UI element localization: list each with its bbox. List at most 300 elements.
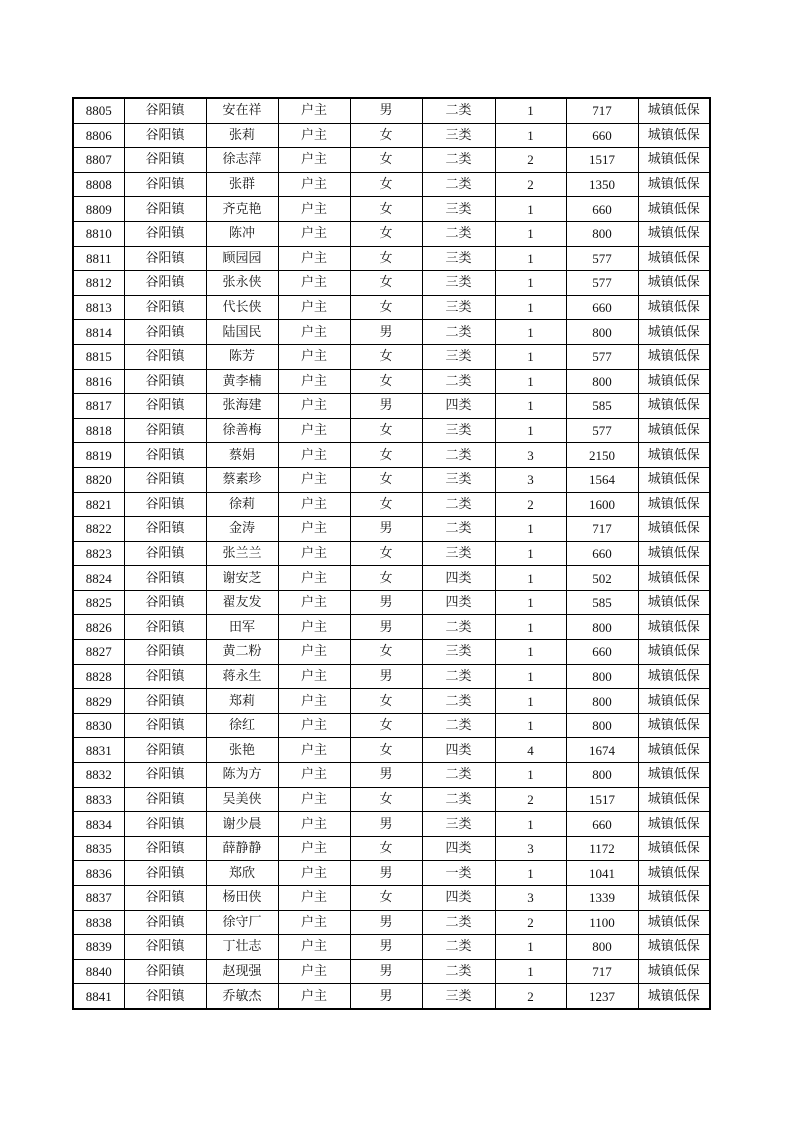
gender-cell: 男 — [350, 394, 422, 419]
amount-cell: 800 — [566, 664, 638, 689]
gender-cell: 女 — [350, 271, 422, 296]
aid-type-cell: 城镇低保 — [638, 344, 710, 369]
aid-type-cell: 城镇低保 — [638, 689, 710, 714]
gender-cell: 女 — [350, 467, 422, 492]
household-size-cell: 1 — [495, 271, 566, 296]
table-row — [73, 566, 710, 591]
name-cell: 黄李楠 — [206, 369, 278, 394]
gender-cell: 男 — [350, 615, 422, 640]
category-cell: 三类 — [422, 640, 495, 665]
amount-cell: 660 — [566, 123, 638, 148]
record-number-cell: 8825 — [73, 590, 124, 615]
category-cell: 四类 — [422, 886, 495, 911]
gender-cell: 男 — [350, 861, 422, 886]
relation-cell: 户主 — [278, 443, 350, 468]
name-cell: 张艳 — [206, 738, 278, 763]
aid-type-cell: 城镇低保 — [638, 541, 710, 566]
table-row — [73, 935, 710, 960]
household-size-cell: 1 — [495, 123, 566, 148]
household-size-cell: 1 — [495, 664, 566, 689]
relation-cell: 户主 — [278, 763, 350, 788]
name-cell: 郑欣 — [206, 861, 278, 886]
record-number-cell: 8821 — [73, 492, 124, 517]
amount-cell: 800 — [566, 320, 638, 345]
amount-cell: 800 — [566, 713, 638, 738]
category-cell: 一类 — [422, 861, 495, 886]
category-cell: 二类 — [422, 787, 495, 812]
category-cell: 四类 — [422, 836, 495, 861]
amount-cell: 1350 — [566, 172, 638, 197]
record-number-cell: 8816 — [73, 369, 124, 394]
relation-cell: 户主 — [278, 246, 350, 271]
name-cell: 徐善梅 — [206, 418, 278, 443]
amount-cell: 577 — [566, 344, 638, 369]
aid-type-cell: 城镇低保 — [638, 910, 710, 935]
gender-cell: 女 — [350, 123, 422, 148]
amount-cell: 1564 — [566, 467, 638, 492]
relation-cell: 户主 — [278, 640, 350, 665]
name-cell: 谢少晨 — [206, 812, 278, 837]
household-size-cell: 1 — [495, 541, 566, 566]
name-cell: 陆国民 — [206, 320, 278, 345]
town-cell: 谷阳镇 — [124, 443, 206, 468]
relation-cell: 户主 — [278, 836, 350, 861]
record-number-cell: 8839 — [73, 935, 124, 960]
household-size-cell: 1 — [495, 566, 566, 591]
relation-cell: 户主 — [278, 369, 350, 394]
name-cell: 徐守厂 — [206, 910, 278, 935]
category-cell: 二类 — [422, 664, 495, 689]
name-cell: 翟友发 — [206, 590, 278, 615]
town-cell: 谷阳镇 — [124, 369, 206, 394]
record-number-cell: 8819 — [73, 443, 124, 468]
table-row — [73, 517, 710, 542]
name-cell: 代长侠 — [206, 295, 278, 320]
gender-cell: 女 — [350, 443, 422, 468]
household-size-cell: 1 — [495, 394, 566, 419]
amount-cell: 577 — [566, 271, 638, 296]
gender-cell: 男 — [350, 959, 422, 984]
aid-type-cell: 城镇低保 — [638, 148, 710, 173]
town-cell: 谷阳镇 — [124, 615, 206, 640]
relation-cell: 户主 — [278, 664, 350, 689]
gender-cell: 男 — [350, 984, 422, 1009]
gender-cell: 女 — [350, 148, 422, 173]
category-cell: 二类 — [422, 935, 495, 960]
household-size-cell: 1 — [495, 320, 566, 345]
table-row — [73, 295, 710, 320]
table-row — [73, 910, 710, 935]
record-number-cell: 8811 — [73, 246, 124, 271]
table-row — [73, 861, 710, 886]
record-number-cell: 8823 — [73, 541, 124, 566]
aid-type-cell: 城镇低保 — [638, 590, 710, 615]
category-cell: 三类 — [422, 123, 495, 148]
household-size-cell: 1 — [495, 812, 566, 837]
aid-type-cell: 城镇低保 — [638, 640, 710, 665]
aid-type-cell: 城镇低保 — [638, 197, 710, 222]
relation-cell: 户主 — [278, 566, 350, 591]
gender-cell: 女 — [350, 344, 422, 369]
gender-cell: 女 — [350, 295, 422, 320]
town-cell: 谷阳镇 — [124, 344, 206, 369]
town-cell: 谷阳镇 — [124, 689, 206, 714]
household-size-cell: 1 — [495, 763, 566, 788]
gender-cell: 女 — [350, 369, 422, 394]
town-cell: 谷阳镇 — [124, 492, 206, 517]
town-cell: 谷阳镇 — [124, 541, 206, 566]
household-size-cell: 1 — [495, 517, 566, 542]
category-cell: 三类 — [422, 246, 495, 271]
town-cell: 谷阳镇 — [124, 738, 206, 763]
category-cell: 二类 — [422, 369, 495, 394]
relation-cell: 户主 — [278, 467, 350, 492]
relation-cell: 户主 — [278, 713, 350, 738]
gender-cell: 男 — [350, 935, 422, 960]
table-row — [73, 148, 710, 173]
record-number-cell: 8827 — [73, 640, 124, 665]
amount-cell: 800 — [566, 221, 638, 246]
aid-type-cell: 城镇低保 — [638, 787, 710, 812]
town-cell: 谷阳镇 — [124, 566, 206, 591]
amount-cell: 1237 — [566, 984, 638, 1009]
household-size-cell: 1 — [495, 246, 566, 271]
relation-cell: 户主 — [278, 172, 350, 197]
record-number-cell: 8833 — [73, 787, 124, 812]
gender-cell: 男 — [350, 320, 422, 345]
town-cell: 谷阳镇 — [124, 123, 206, 148]
record-number-cell: 8807 — [73, 148, 124, 173]
town-cell: 谷阳镇 — [124, 861, 206, 886]
record-number-cell: 8812 — [73, 271, 124, 296]
aid-type-cell: 城镇低保 — [638, 886, 710, 911]
name-cell: 徐志萍 — [206, 148, 278, 173]
aid-type-cell: 城镇低保 — [638, 959, 710, 984]
aid-type-cell: 城镇低保 — [638, 566, 710, 591]
household-size-cell: 2 — [495, 910, 566, 935]
relation-cell: 户主 — [278, 197, 350, 222]
record-number-cell: 8826 — [73, 615, 124, 640]
table-row — [73, 664, 710, 689]
household-size-cell: 1 — [495, 713, 566, 738]
gender-cell: 女 — [350, 640, 422, 665]
table-row — [73, 713, 710, 738]
aid-type-cell: 城镇低保 — [638, 246, 710, 271]
aid-type-cell: 城镇低保 — [638, 935, 710, 960]
category-cell: 三类 — [422, 197, 495, 222]
amount-cell: 1172 — [566, 836, 638, 861]
name-cell: 蒋永生 — [206, 664, 278, 689]
category-cell: 二类 — [422, 221, 495, 246]
gender-cell: 男 — [350, 812, 422, 837]
category-cell: 二类 — [422, 148, 495, 173]
aid-type-cell: 城镇低保 — [638, 123, 710, 148]
name-cell: 丁壮志 — [206, 935, 278, 960]
category-cell: 三类 — [422, 984, 495, 1009]
town-cell: 谷阳镇 — [124, 418, 206, 443]
amount-cell: 1674 — [566, 738, 638, 763]
town-cell: 谷阳镇 — [124, 271, 206, 296]
table-row — [73, 492, 710, 517]
amount-cell: 800 — [566, 935, 638, 960]
relation-cell: 户主 — [278, 123, 350, 148]
relation-cell: 户主 — [278, 910, 350, 935]
category-cell: 二类 — [422, 615, 495, 640]
record-number-cell: 8820 — [73, 467, 124, 492]
relation-cell: 户主 — [278, 615, 350, 640]
household-size-cell: 2 — [495, 984, 566, 1009]
category-cell: 四类 — [422, 590, 495, 615]
record-number-cell: 8824 — [73, 566, 124, 591]
household-size-cell: 2 — [495, 172, 566, 197]
amount-cell: 660 — [566, 541, 638, 566]
relation-cell: 户主 — [278, 812, 350, 837]
record-number-cell: 8813 — [73, 295, 124, 320]
name-cell: 乔敏杰 — [206, 984, 278, 1009]
gender-cell: 男 — [350, 98, 422, 123]
gender-cell: 男 — [350, 590, 422, 615]
gender-cell: 女 — [350, 492, 422, 517]
household-size-cell: 1 — [495, 861, 566, 886]
household-size-cell: 1 — [495, 344, 566, 369]
record-number-cell: 8836 — [73, 861, 124, 886]
record-number-cell: 8822 — [73, 517, 124, 542]
record-number-cell: 8814 — [73, 320, 124, 345]
category-cell: 二类 — [422, 443, 495, 468]
aid-type-cell: 城镇低保 — [638, 664, 710, 689]
name-cell: 徐莉 — [206, 492, 278, 517]
table-row — [73, 394, 710, 419]
record-number-cell: 8829 — [73, 689, 124, 714]
relation-cell: 户主 — [278, 959, 350, 984]
aid-type-cell: 城镇低保 — [638, 984, 710, 1009]
gender-cell: 女 — [350, 738, 422, 763]
relation-cell: 户主 — [278, 320, 350, 345]
category-cell: 二类 — [422, 689, 495, 714]
name-cell: 张永侠 — [206, 271, 278, 296]
record-number-cell: 8810 — [73, 221, 124, 246]
amount-cell: 660 — [566, 295, 638, 320]
category-cell: 二类 — [422, 910, 495, 935]
gender-cell: 女 — [350, 836, 422, 861]
table-row — [73, 984, 710, 1009]
name-cell: 张海建 — [206, 394, 278, 419]
town-cell: 谷阳镇 — [124, 812, 206, 837]
household-size-cell: 1 — [495, 689, 566, 714]
household-size-cell: 3 — [495, 836, 566, 861]
table-row — [73, 271, 710, 296]
relation-cell: 户主 — [278, 492, 350, 517]
name-cell: 张莉 — [206, 123, 278, 148]
table-row — [73, 590, 710, 615]
aid-type-cell: 城镇低保 — [638, 467, 710, 492]
name-cell: 蔡素珍 — [206, 467, 278, 492]
town-cell: 谷阳镇 — [124, 172, 206, 197]
town-cell: 谷阳镇 — [124, 910, 206, 935]
table-row — [73, 738, 710, 763]
category-cell: 四类 — [422, 738, 495, 763]
table-row — [73, 812, 710, 837]
name-cell: 徐红 — [206, 713, 278, 738]
relation-cell: 户主 — [278, 344, 350, 369]
table-row — [73, 418, 710, 443]
town-cell: 谷阳镇 — [124, 787, 206, 812]
relation-cell: 户主 — [278, 984, 350, 1009]
table-row — [73, 959, 710, 984]
table-row — [73, 344, 710, 369]
amount-cell: 585 — [566, 394, 638, 419]
amount-cell: 800 — [566, 763, 638, 788]
name-cell: 张兰兰 — [206, 541, 278, 566]
amount-cell: 1041 — [566, 861, 638, 886]
gender-cell: 女 — [350, 221, 422, 246]
name-cell: 薛静静 — [206, 836, 278, 861]
amount-cell: 800 — [566, 369, 638, 394]
table-row — [73, 172, 710, 197]
gender-cell: 女 — [350, 541, 422, 566]
name-cell: 谢安芝 — [206, 566, 278, 591]
record-number-cell: 8806 — [73, 123, 124, 148]
category-cell: 二类 — [422, 172, 495, 197]
table-row — [73, 197, 710, 222]
town-cell: 谷阳镇 — [124, 886, 206, 911]
gender-cell: 女 — [350, 787, 422, 812]
record-number-cell: 8840 — [73, 959, 124, 984]
name-cell: 安在祥 — [206, 98, 278, 123]
amount-cell: 800 — [566, 689, 638, 714]
table-row — [73, 369, 710, 394]
amount-cell: 1517 — [566, 787, 638, 812]
town-cell: 谷阳镇 — [124, 197, 206, 222]
gender-cell: 女 — [350, 246, 422, 271]
gender-cell: 男 — [350, 910, 422, 935]
gender-cell: 女 — [350, 566, 422, 591]
table-row — [73, 320, 710, 345]
table-row — [73, 221, 710, 246]
relation-cell: 户主 — [278, 394, 350, 419]
relation-cell: 户主 — [278, 418, 350, 443]
relation-cell: 户主 — [278, 271, 350, 296]
name-cell: 郑莉 — [206, 689, 278, 714]
relation-cell: 户主 — [278, 886, 350, 911]
amount-cell: 717 — [566, 959, 638, 984]
amount-cell: 1600 — [566, 492, 638, 517]
aid-type-cell: 城镇低保 — [638, 763, 710, 788]
gender-cell: 女 — [350, 197, 422, 222]
relation-cell: 户主 — [278, 221, 350, 246]
gender-cell: 女 — [350, 172, 422, 197]
aid-type-cell: 城镇低保 — [638, 836, 710, 861]
town-cell: 谷阳镇 — [124, 959, 206, 984]
record-number-cell: 8835 — [73, 836, 124, 861]
record-number-cell: 8818 — [73, 418, 124, 443]
aid-type-cell: 城镇低保 — [638, 713, 710, 738]
record-number-cell: 8838 — [73, 910, 124, 935]
relation-cell: 户主 — [278, 689, 350, 714]
table-row — [73, 541, 710, 566]
relation-cell: 户主 — [278, 517, 350, 542]
relief-roster-table — [72, 97, 711, 1010]
relation-cell: 户主 — [278, 148, 350, 173]
table-row — [73, 763, 710, 788]
aid-type-cell: 城镇低保 — [638, 172, 710, 197]
town-cell: 谷阳镇 — [124, 713, 206, 738]
household-size-cell: 2 — [495, 492, 566, 517]
aid-type-cell: 城镇低保 — [638, 369, 710, 394]
town-cell: 谷阳镇 — [124, 148, 206, 173]
household-size-cell: 3 — [495, 443, 566, 468]
table-row — [73, 98, 710, 123]
relation-cell: 户主 — [278, 738, 350, 763]
amount-cell: 660 — [566, 640, 638, 665]
relation-cell: 户主 — [278, 590, 350, 615]
category-cell: 四类 — [422, 566, 495, 591]
name-cell: 蔡娟 — [206, 443, 278, 468]
amount-cell: 1517 — [566, 148, 638, 173]
household-size-cell: 1 — [495, 295, 566, 320]
category-cell: 二类 — [422, 713, 495, 738]
table-row — [73, 787, 710, 812]
household-size-cell: 1 — [495, 197, 566, 222]
table-row — [73, 615, 710, 640]
category-cell: 四类 — [422, 394, 495, 419]
relation-cell: 户主 — [278, 541, 350, 566]
aid-type-cell: 城镇低保 — [638, 615, 710, 640]
town-cell: 谷阳镇 — [124, 320, 206, 345]
household-size-cell: 1 — [495, 369, 566, 394]
amount-cell: 717 — [566, 517, 638, 542]
amount-cell: 577 — [566, 418, 638, 443]
gender-cell: 男 — [350, 664, 422, 689]
town-cell: 谷阳镇 — [124, 517, 206, 542]
category-cell: 三类 — [422, 344, 495, 369]
amount-cell: 1339 — [566, 886, 638, 911]
table-row — [73, 467, 710, 492]
relation-cell: 户主 — [278, 295, 350, 320]
name-cell: 张群 — [206, 172, 278, 197]
name-cell: 顾园园 — [206, 246, 278, 271]
household-size-cell: 1 — [495, 590, 566, 615]
record-number-cell: 8832 — [73, 763, 124, 788]
household-size-cell: 4 — [495, 738, 566, 763]
table-row — [73, 836, 710, 861]
table-row — [73, 123, 710, 148]
household-size-cell: 1 — [495, 935, 566, 960]
record-number-cell: 8830 — [73, 713, 124, 738]
record-number-cell: 8805 — [73, 98, 124, 123]
name-cell: 陈为方 — [206, 763, 278, 788]
aid-type-cell: 城镇低保 — [638, 861, 710, 886]
category-cell: 二类 — [422, 517, 495, 542]
aid-type-cell: 城镇低保 — [638, 394, 710, 419]
relation-cell: 户主 — [278, 935, 350, 960]
category-cell: 二类 — [422, 959, 495, 984]
category-cell: 二类 — [422, 98, 495, 123]
aid-type-cell: 城镇低保 — [638, 738, 710, 763]
relation-cell: 户主 — [278, 98, 350, 123]
town-cell: 谷阳镇 — [124, 590, 206, 615]
name-cell: 齐克艳 — [206, 197, 278, 222]
amount-cell: 585 — [566, 590, 638, 615]
household-size-cell: 3 — [495, 886, 566, 911]
table-row — [73, 886, 710, 911]
table-row — [73, 246, 710, 271]
record-number-cell: 8809 — [73, 197, 124, 222]
name-cell: 金涛 — [206, 517, 278, 542]
category-cell: 三类 — [422, 295, 495, 320]
household-size-cell: 3 — [495, 467, 566, 492]
name-cell: 吴美侠 — [206, 787, 278, 812]
